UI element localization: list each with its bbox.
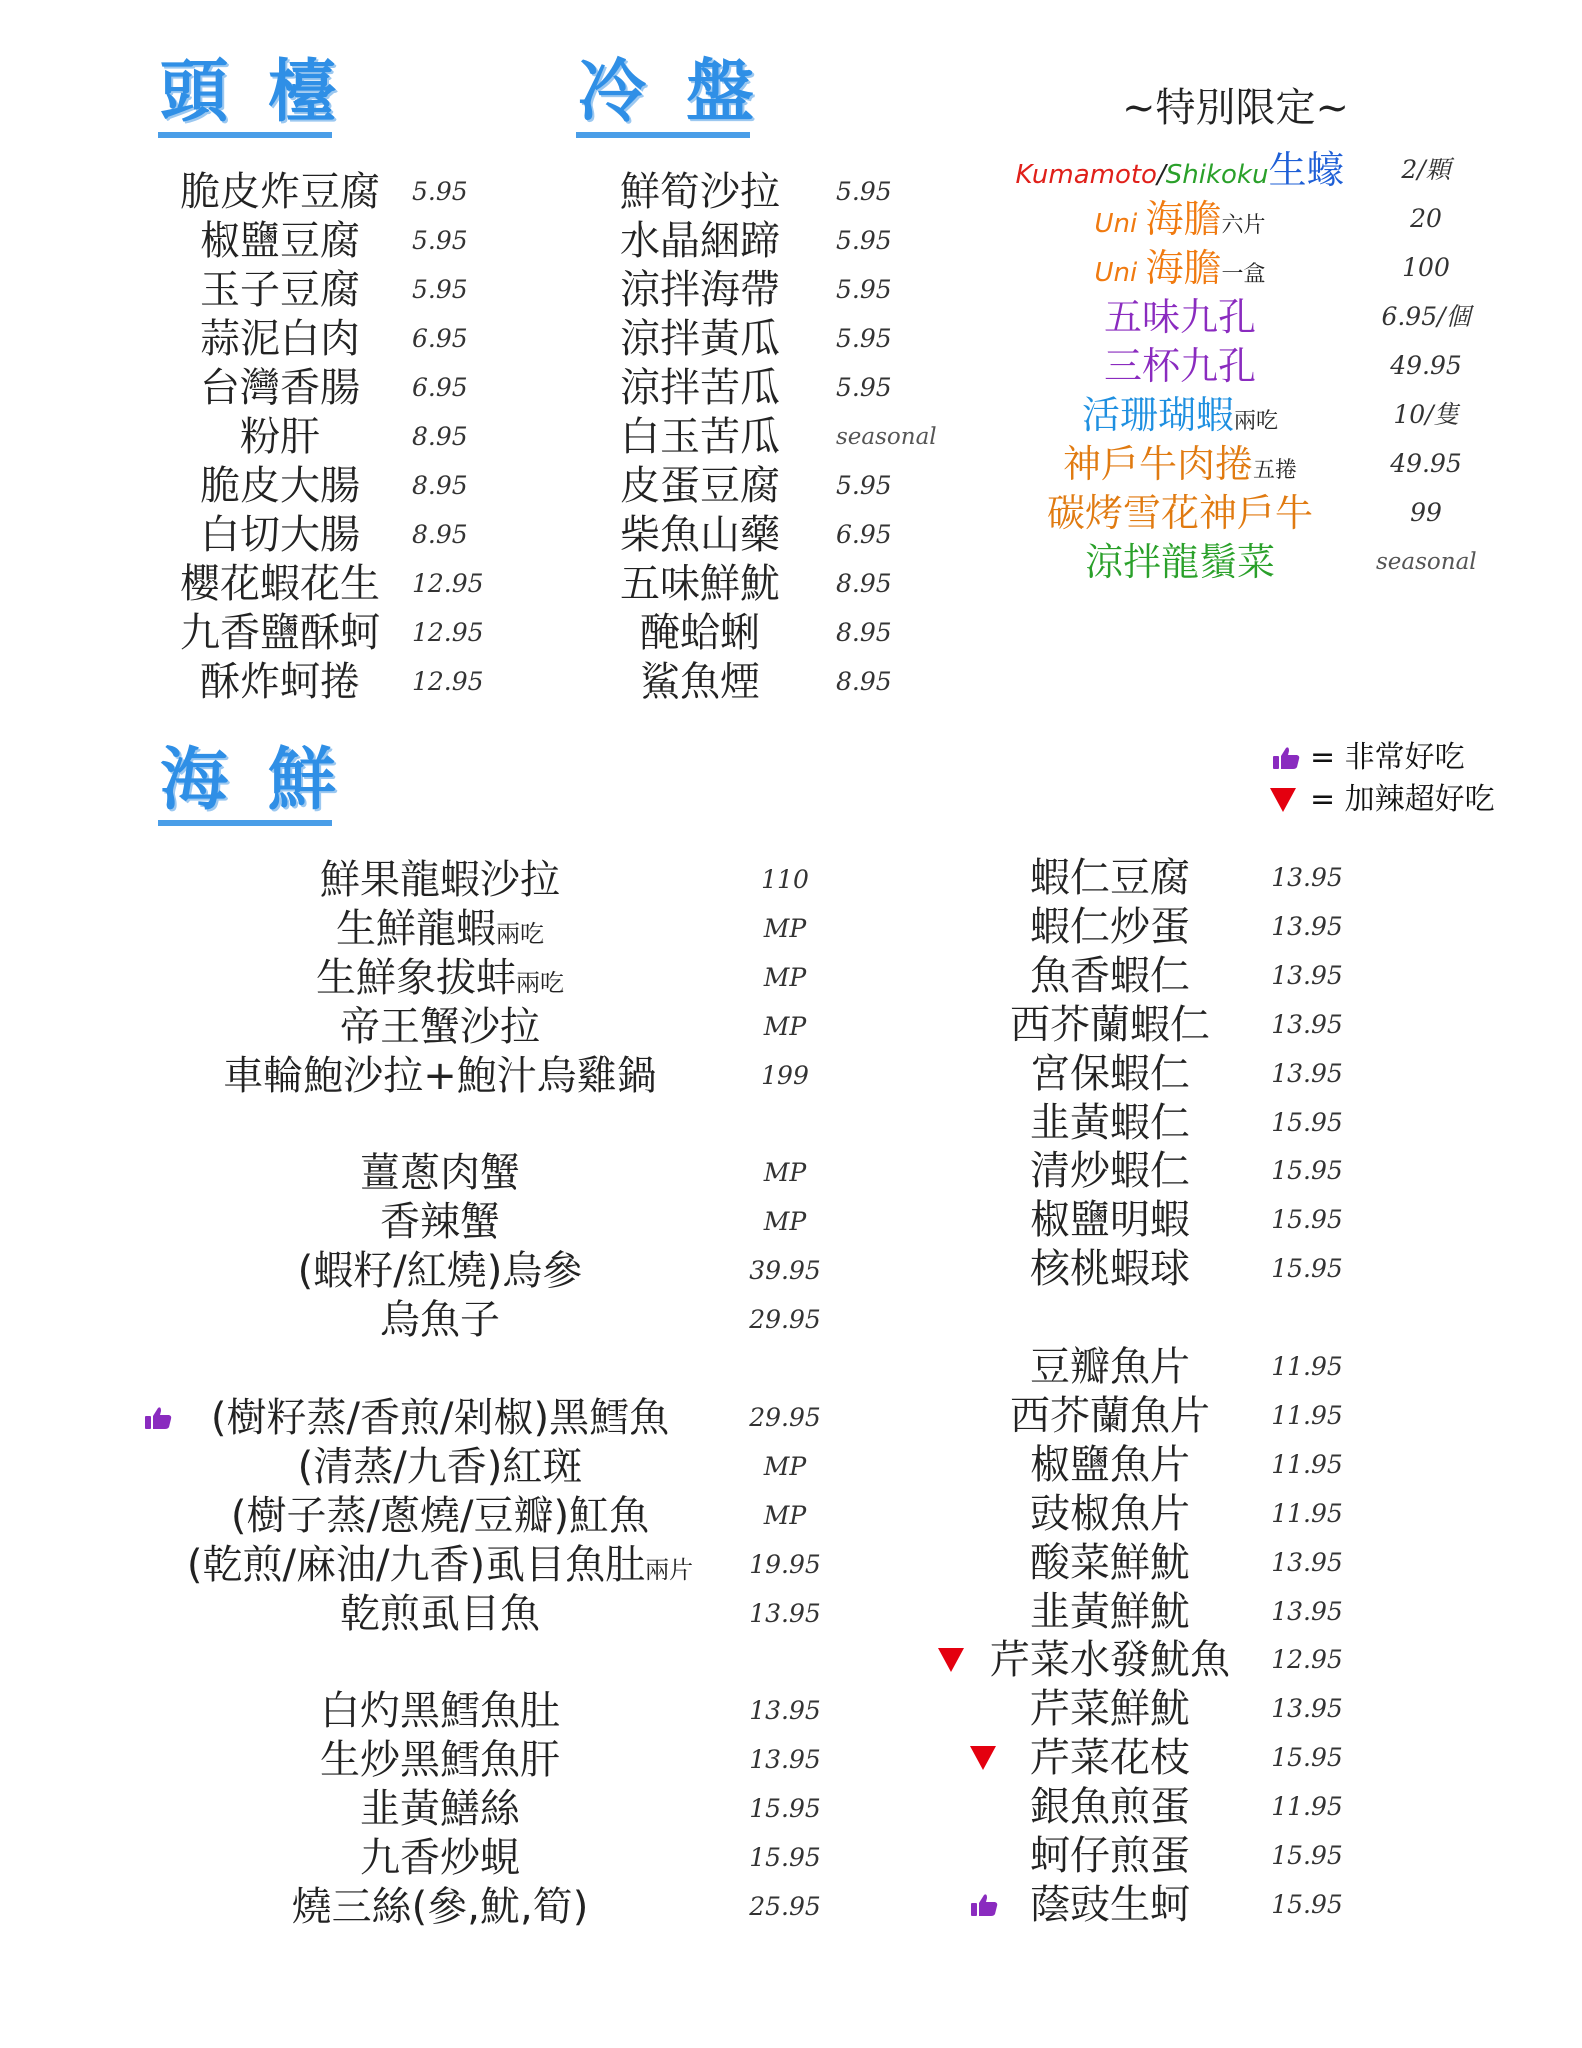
seafood-item-name: 椒鹽魚片 [1030, 1441, 1190, 1488]
special-item-price: seasonal [1376, 549, 1477, 575]
special-item-name [1010, 538, 1350, 586]
seafood-item-name [160, 1394, 720, 1442]
menu-item-price: 8.95 [836, 618, 892, 647]
appetizers-heading [160, 52, 377, 132]
seafood-item-price: 110 [761, 865, 809, 894]
seafood-item-price: 13.95 [749, 1598, 821, 1628]
seafood-item-name [160, 1590, 720, 1638]
seafood-item-name: 豆瓣魚片 [1030, 1344, 1190, 1390]
seafood-item-name: 西芥蘭魚片 [1010, 1392, 1210, 1439]
seafood-item-name: 蝦仁炒蛋 [1030, 903, 1190, 950]
seafood-item-text: 乾煎虱目魚 [340, 1590, 540, 1637]
seafood-item-price: MP [763, 1451, 807, 1481]
seafood-item-price: 39.95 [749, 1256, 821, 1286]
menu-item-name: 五味鮮魷 [620, 561, 780, 607]
cold-heading [578, 52, 795, 132]
red-triangle-icon [1270, 788, 1296, 812]
seafood-item-price: 11.95 [1271, 1792, 1343, 1822]
seafood-item-price: 15.95 [1271, 1156, 1343, 1186]
heading-underline [576, 132, 750, 138]
seafood-item-text: 薑蔥肉蟹 [360, 1150, 520, 1197]
menu-item-price: 5.95 [836, 275, 892, 304]
special-item-part: 一盒 [1221, 262, 1266, 287]
seafood-item-price: 13.95 [1271, 1547, 1343, 1577]
seafood-item-name: 韭黃蝦仁 [1030, 1099, 1190, 1146]
seafood-item-name [160, 1149, 720, 1197]
seafood-item-price: 15.95 [749, 1794, 821, 1824]
menu-item-name: 椒鹽豆腐 [200, 218, 360, 264]
seafood-item-name: 蔭豉生蚵 [1030, 1881, 1190, 1928]
seafood-item-price: MP [763, 1500, 807, 1530]
special-item-part: 兩吃 [1234, 409, 1279, 434]
seafood-item-text: 生鮮象拔蚌 [316, 954, 516, 1001]
seafood-item-name: 銀魚煎蛋 [1030, 1784, 1190, 1831]
seafood-item-text: 香辣蟹 [380, 1199, 500, 1246]
special-item-part: 五捲 [1253, 458, 1298, 483]
menu-item-price: 5.95 [412, 226, 468, 255]
special-item-name [1010, 440, 1350, 495]
menu-item-name: 白切大腸 [200, 512, 360, 558]
legend-recommended: = 非常好吃 [1310, 740, 1465, 775]
seafood-item-name: 核桃蝦球 [1030, 1246, 1190, 1293]
seafood-item-text: 九香炒蜆 [360, 1835, 520, 1881]
seafood-item-price: MP [763, 1158, 807, 1188]
menu-item-name: 九香鹽酥蚵 [180, 610, 380, 656]
menu-item-name: 脆皮大腸 [200, 463, 360, 509]
legend-spicy: = 加辣超好吃 [1310, 782, 1495, 817]
seafood-item-name: 椒鹽明蝦 [1030, 1197, 1190, 1244]
seafood-item-price: 15.95 [1271, 1841, 1343, 1870]
seafood-item-price: 15.95 [1271, 1889, 1343, 1919]
seafood-item-price: MP [763, 1207, 807, 1237]
seafood-item-name [160, 1247, 720, 1295]
menu-item-price: 5.95 [412, 177, 468, 206]
menu-item-price: 5.95 [412, 275, 468, 304]
seafood-item-name: 西芥蘭蝦仁 [1010, 1001, 1210, 1048]
special-item-name [1010, 293, 1350, 341]
seafood-item-price: 13.95 [1271, 863, 1343, 892]
special-item-price: 10/隻 [1393, 400, 1459, 429]
special-item-part: 神戶牛肉捲 [1062, 442, 1253, 486]
menu-item-name: 白玉苦瓜 [620, 414, 780, 460]
special-item-part: / [1156, 160, 1166, 190]
seafood-item-price: 15.95 [1271, 1107, 1343, 1137]
menu-item-price: 8.95 [412, 422, 468, 451]
seafood-item-text: 生鮮龍蝦 [336, 905, 496, 952]
seafood-item-price: 13.95 [1271, 1596, 1343, 1626]
special-item-part: Uni [1094, 258, 1146, 288]
menu-item-price: seasonal [836, 424, 937, 450]
seafood-item-text: (蝦籽/紅燒)烏參 [297, 1248, 583, 1295]
seafood-item-name [160, 954, 720, 1007]
menu-item-price: 6.95 [836, 520, 892, 549]
menu-item-name: 皮蛋豆腐 [620, 463, 780, 509]
seafood-item-price: MP [763, 962, 807, 992]
special-item-part: 涼拌龍鬚菜 [1084, 540, 1275, 584]
seafood-item-name [160, 1883, 720, 1931]
seafood-item-name [160, 1541, 720, 1594]
seafood-item-name: 宮保蝦仁 [1030, 1050, 1190, 1097]
menu-item-price: 12.95 [412, 667, 484, 696]
seafood-item-name [160, 1296, 720, 1344]
seafood-item-name [160, 1687, 720, 1735]
seafood-item-price: 13.95 [749, 1745, 821, 1775]
special-item-part: 碳烤雪花神戶牛 [1046, 491, 1313, 535]
special-item-part: 海膽 [1145, 246, 1222, 290]
special-item-part: 三杯九孔 [1103, 344, 1256, 388]
special-item-part: 海膽 [1145, 197, 1222, 241]
seafood-item-text: 燒三絲(參,魷,筍) [291, 1883, 589, 1930]
menu-item-name: 櫻花蝦花生 [180, 561, 380, 607]
special-item-price: 20 [1410, 204, 1442, 233]
seafood-item-price: 13.95 [749, 1696, 821, 1726]
special-item-part: 活珊瑚蝦 [1081, 393, 1234, 437]
menu-item-name: 酥炸蚵捲 [200, 659, 360, 705]
seafood-item-name: 酸菜鮮魷 [1030, 1539, 1190, 1586]
seafood-item-price: 19.95 [749, 1549, 821, 1579]
special-item-price: 100 [1402, 253, 1450, 282]
seafood-item-text: 生炒黑鱈魚肝 [320, 1737, 560, 1784]
menu-item-price: 5.95 [836, 226, 892, 255]
red-triangle-icon [938, 1648, 964, 1672]
seafood-item-price: 12.95 [1271, 1645, 1343, 1675]
menu-item-name: 鮮筍沙拉 [620, 169, 780, 215]
seafood-item-text: (清蒸/九香)紅斑 [297, 1443, 583, 1490]
seafood-item-text: 韭黃鱔絲 [360, 1786, 520, 1833]
seafood-item-price: 13.95 [1271, 911, 1343, 941]
seafood-item-price: MP [763, 1011, 807, 1041]
seafood-item-note: 兩吃 [496, 919, 544, 948]
red-triangle-icon [970, 1746, 996, 1770]
special-item-name [1010, 391, 1350, 446]
seafood-item-text: 帝王蟹沙拉 [340, 1003, 540, 1050]
seafood-item-price: 11.95 [1271, 1498, 1343, 1528]
seafood-heading [160, 740, 377, 820]
heading-underline [158, 132, 332, 138]
seafood-item-text: 白灼黑鱈魚肚 [320, 1688, 560, 1735]
seafood-item-name [160, 1736, 720, 1784]
menu-item-price: 8.95 [836, 569, 892, 598]
special-item-price: 2/顆 [1401, 155, 1451, 184]
seafood-item-name: 豉椒魚片 [1030, 1490, 1190, 1537]
menu-item-name: 粉肝 [240, 414, 320, 460]
seafood-item-price: 13.95 [1271, 1694, 1343, 1724]
seafood-item-price: 11.95 [1271, 1352, 1343, 1381]
thumbs-up-icon [144, 1406, 172, 1430]
menu-item-price: 12.95 [412, 569, 484, 598]
seafood-item-text: 鮮果龍蝦沙拉 [320, 857, 560, 903]
seafood-item-price: 13.95 [1271, 960, 1343, 990]
special-item-name [1010, 489, 1350, 537]
seafood-item-name [160, 905, 720, 958]
seafood-item-price: MP [763, 913, 807, 943]
special-item-part: Kumamoto [1015, 160, 1157, 190]
seafood-item-name: 芹菜花枝 [1030, 1735, 1190, 1782]
menu-item-price: 12.95 [412, 618, 484, 647]
seafood-item-text: 烏魚子 [380, 1297, 500, 1344]
menu-item-price: 5.95 [836, 177, 892, 206]
appetizers-heading-text: 頭檯 [160, 52, 377, 132]
seafood-item-note: 兩片 [645, 1555, 694, 1584]
menu-item-price: 6.95 [412, 324, 468, 353]
menu-item-name: 涼拌海帶 [620, 267, 780, 313]
thumbs-up-icon [970, 1893, 998, 1917]
menu-item-price: 5.95 [836, 471, 892, 500]
seafood-item-text: (樹籽蒸/香煎/剁椒)黑鱈魚 [210, 1394, 670, 1441]
seafood-item-name [160, 1834, 720, 1882]
menu-item-price: 5.95 [836, 324, 892, 353]
menu-item-name: 水晶綑蹄 [620, 218, 780, 264]
seafood-item-price: 15.95 [1271, 1743, 1343, 1773]
seafood-heading-text: 海鮮 [160, 740, 377, 820]
seafood-item-name [160, 1785, 720, 1833]
seafood-item-price: 199 [761, 1060, 809, 1090]
seafood-item-note: 兩吃 [516, 968, 564, 997]
special-item-part: 五味九孔 [1103, 295, 1256, 339]
seafood-item-price: 29.95 [749, 1305, 821, 1335]
special-item-price: 99 [1410, 498, 1442, 527]
menu-item-name: 脆皮炸豆腐 [180, 169, 380, 215]
seafood-item-price: 29.95 [749, 1402, 821, 1432]
seafood-item-price: 11.95 [1271, 1449, 1343, 1479]
special-item-price: 49.95 [1390, 351, 1462, 380]
special-item-price: 6.95/個 [1381, 302, 1471, 331]
special-item-part: Shikoku [1165, 160, 1269, 190]
seafood-item-name [160, 1443, 720, 1491]
menu-item-name: 涼拌苦瓜 [620, 365, 780, 411]
menu-item-price: 6.95 [412, 373, 468, 402]
seafood-item-name: 芹菜鮮魷 [1030, 1686, 1190, 1733]
menu-item-name: 柴魚山藥 [620, 512, 780, 558]
seafood-item-price: 15.95 [1271, 1205, 1343, 1235]
special-item-name [1010, 342, 1350, 390]
heading-underline [158, 820, 332, 826]
seafood-item-price: 25.95 [749, 1891, 821, 1921]
seafood-item-name [160, 856, 720, 904]
special-item-name [1010, 195, 1350, 250]
menu-item-price: 8.95 [412, 471, 468, 500]
seafood-item-price: 13.95 [1271, 1009, 1343, 1039]
special-item-part: 生蠔 [1268, 148, 1345, 192]
menu-item-price: 8.95 [412, 520, 468, 549]
seafood-item-name: 蝦仁豆腐 [1030, 855, 1190, 901]
special-item-price: 49.95 [1390, 449, 1462, 478]
seafood-item-text: (乾煎/麻油/九香)虱目魚肚 [186, 1541, 646, 1588]
seafood-item-name: 韭黃鮮魷 [1030, 1588, 1190, 1635]
cold-heading-text: 冷盤 [578, 52, 795, 132]
menu-item-price: 5.95 [836, 373, 892, 402]
menu-item-name: 台灣香腸 [200, 365, 360, 411]
special-item-part: Uni [1094, 209, 1146, 239]
seafood-item-name [160, 1003, 720, 1051]
special-heading: ~特別限定~ [1122, 85, 1350, 131]
menu-item-name: 鯊魚煙 [640, 659, 760, 705]
seafood-item-text: (樹子蒸/蔥燒/豆瓣)魟魚 [230, 1492, 650, 1539]
menu-item-name: 蒜泥白肉 [200, 316, 360, 362]
menu-item-name: 玉子豆腐 [200, 267, 360, 313]
seafood-item-text: 車輪鮑沙拉+鮑汁烏雞鍋 [223, 1052, 657, 1099]
special-item-name [1010, 244, 1350, 299]
seafood-item-price: 13.95 [1271, 1058, 1343, 1088]
menu-item-name: 醃蛤蜊 [640, 610, 760, 656]
menu-item-name: 涼拌黃瓜 [620, 316, 780, 362]
seafood-item-price: 11.95 [1271, 1400, 1343, 1430]
seafood-item-price: 15.95 [749, 1843, 821, 1872]
seafood-item-name [160, 1052, 720, 1100]
special-item-name [1010, 146, 1350, 199]
menu-item-price: 8.95 [836, 667, 892, 696]
seafood-item-name: 魚香蝦仁 [1030, 952, 1190, 999]
seafood-item-name: 芹菜水發魷魚 [990, 1637, 1230, 1684]
special-item-part: 六片 [1221, 213, 1266, 238]
thumbs-up-icon [1272, 746, 1300, 770]
seafood-item-price: 15.95 [1271, 1254, 1343, 1284]
seafood-item-name: 清炒蝦仁 [1030, 1148, 1190, 1195]
seafood-item-name: 蚵仔煎蛋 [1030, 1833, 1190, 1879]
seafood-item-name [160, 1198, 720, 1246]
seafood-item-name [160, 1492, 720, 1540]
